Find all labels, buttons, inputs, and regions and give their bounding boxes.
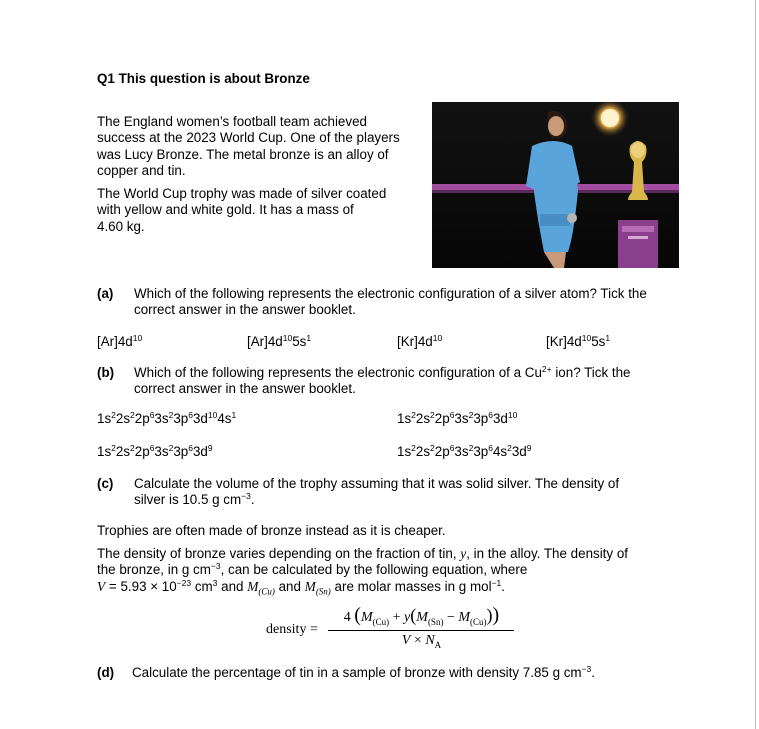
equation-denominator: $V \times N_A$	[401, 633, 442, 650]
part-b-label: (b)	[97, 365, 115, 380]
question-line: Calculate the volume of the trophy assuming that it was solid silver. The density of	[134, 476, 620, 491]
intro-line: copper and tin.	[97, 163, 186, 179]
part-a-option-2[interactable]: $[Ar]4d^{10}5s^1$	[247, 333, 312, 349]
part-b-option-2[interactable]: $1s^22s^22p^63s^23p^63d^{10}$	[397, 410, 518, 426]
question-line: silver is 10.5 g $cm^{-3}$.	[134, 491, 255, 508]
part-b-option-1[interactable]: $1s^22s^22p^63s^23p^63d^{10}4s^1$	[97, 410, 237, 426]
question-line: Which of the following represents the electronic configuration of a silver atom? Tick the	[134, 286, 647, 301]
part-a-option-1[interactable]: $[Ar]4d^{10}$	[97, 333, 143, 349]
intro-line: was Lucy Bronze. The metal bronze is an alloy of	[97, 146, 389, 162]
photo-illustration	[432, 102, 679, 268]
intro-paragraph-1	[97, 114, 400, 180]
intro-line: with yellow and white gold. It has a mass of	[97, 202, 354, 218]
intro-line: The World Cup trophy was made of silver coated	[97, 186, 387, 201]
question-line: Which of the following represents the electronic configuration of a $Cu^{2+}$ ion? Tick the	[134, 364, 631, 380]
part-b-question	[134, 365, 631, 398]
part-d-question: Calculate the percentage of tin in a sample of bronze with density 7.85 g $cm^{-3}$.	[132, 664, 596, 680]
part-b-option-3[interactable]: $1s^22s^22p^63s^23p^63d^9$	[97, 443, 213, 459]
bronze-paragraph-1: Trophies are often made of bronze instead as it is cheaper.	[97, 523, 446, 538]
equation-lhs: density =	[266, 622, 318, 637]
bronze-paragraph-2: The density of bronze varies depending on the fraction of tin, y, in the alloy. The density of the bronze, in g $cm^{-3}$, can be calculated by the following equation, where $V = 5.93 \times 10^{-23}$ $cm^3$ and $M_{(Cu)}$ and $M_{(Sn)}$ are molar masses in g mol$^{-1}$.	[97, 546, 628, 597]
part-a-label: (a)	[97, 286, 114, 301]
question-line: correct answer in the answer booklet.	[134, 381, 356, 397]
part-a-question	[134, 286, 647, 319]
question-title: Q1 This question is about Bronze	[97, 71, 310, 86]
medal	[567, 213, 577, 223]
lucy-bronze-photo	[432, 102, 679, 268]
part-a-option-3[interactable]: $[Kr]4d^{10}$	[397, 333, 443, 349]
page-edge-rule	[755, 0, 756, 729]
equation-numerator: 4 $(M_{(Cu)} + y(M_{(Sn)} - M_{(Cu)}))$	[343, 604, 500, 627]
intro-line: The England women’s football team achieved	[97, 114, 367, 129]
part-d-label: (d)	[97, 665, 115, 680]
part-c-question	[134, 476, 619, 509]
part-a-option-4[interactable]: $[Kr]4d^{10}5s^1$	[546, 333, 611, 349]
intro-paragraph-2	[97, 186, 386, 235]
part-c-label: (c)	[97, 476, 114, 491]
fraction-bar	[328, 630, 514, 631]
part-b-option-4[interactable]: $1s^22s^22p^63s^23p^64s^23d^9$	[397, 443, 532, 459]
question-line: correct answer in the answer booklet.	[134, 302, 356, 318]
intro-line: success at the 2023 World Cup. One of the players	[97, 130, 400, 146]
intro-line: 4.60 kg.	[97, 218, 145, 234]
